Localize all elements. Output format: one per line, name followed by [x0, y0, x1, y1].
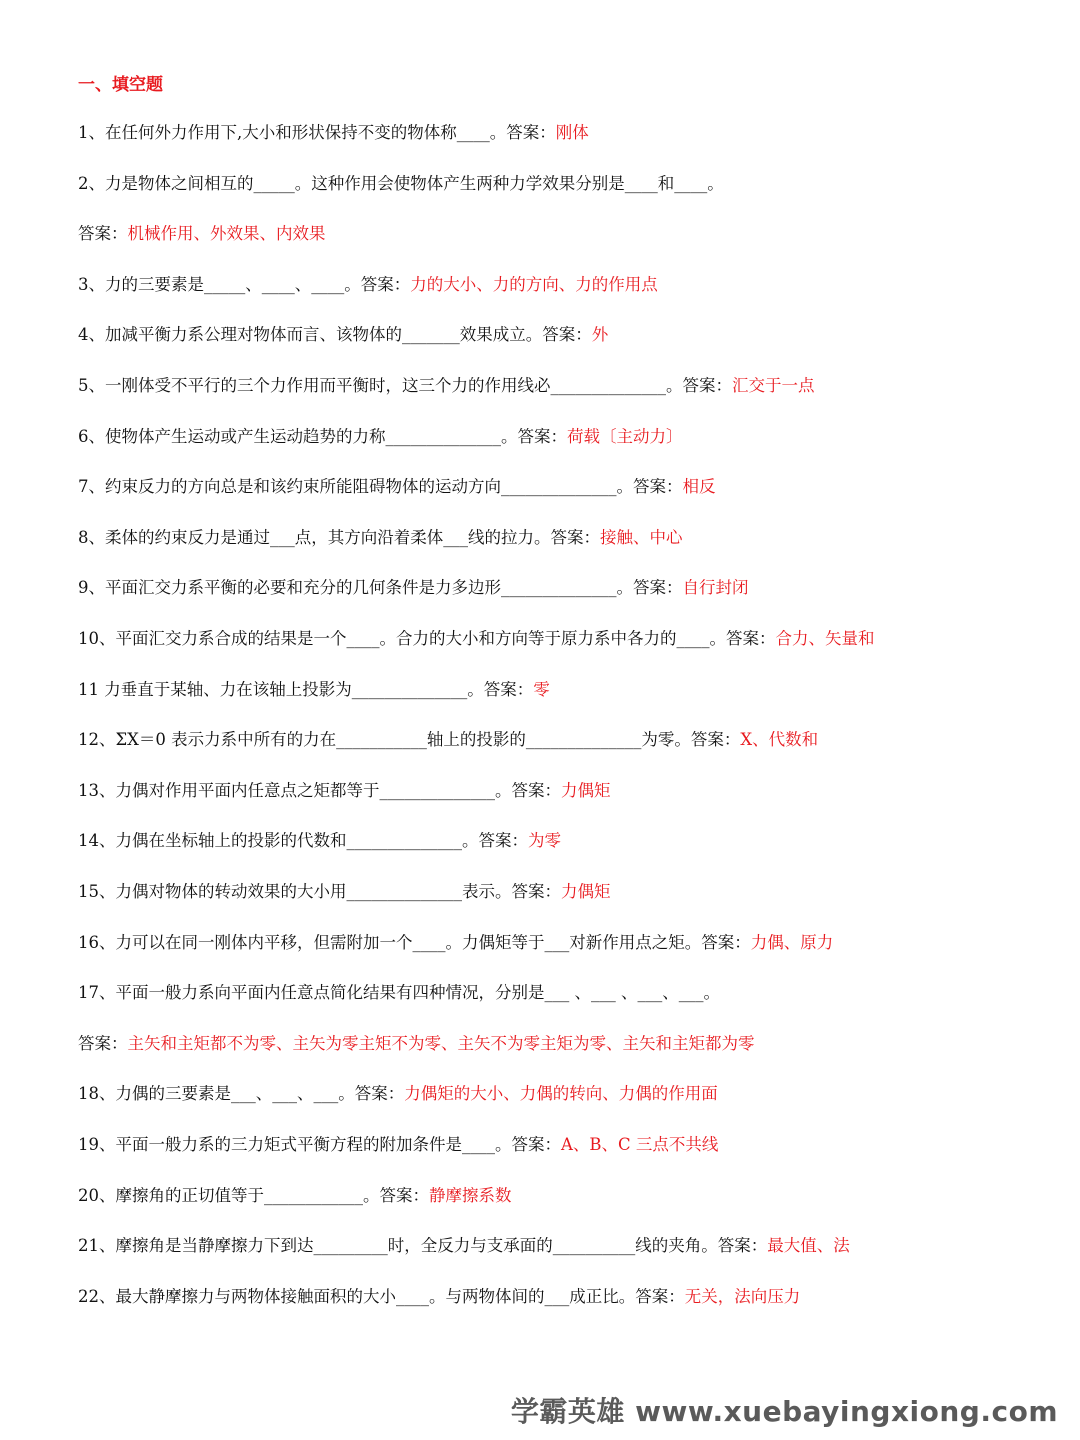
question-line: [78, 1283, 800, 1311]
question-text: 9、平面汇交力系平衡的必要和充分的几何条件是力多边形______________。答案：: [78, 578, 683, 598]
question-text: 2、力是物体之间相互的_____。这种作用会使物体产生两种力学效果分别是____和____。: [78, 173, 724, 193]
question-line: [78, 372, 815, 400]
question-line: [78, 676, 550, 704]
answer-text: 力偶矩: [561, 882, 611, 901]
section-title: 一、填空题: [78, 75, 163, 95]
question-text: 6、使物体产生运动或产生运动趋势的力称______________。答案：: [78, 426, 567, 446]
question-line: [78, 625, 875, 653]
question-line: [78, 1030, 755, 1058]
question-line: [78, 1131, 718, 1159]
question-line: [78, 726, 818, 754]
question-line: [78, 170, 724, 198]
answer-text: 接触、中心: [600, 527, 683, 547]
question-line: [78, 827, 561, 855]
answer-text: A、B、C 三点不共线: [561, 1135, 719, 1154]
answer-text: 最大值、法: [767, 1236, 850, 1256]
question-text: 7、约束反力的方向总是和该约束所能阻碍物体的运动方向______________。答案：: [78, 477, 683, 497]
answer-text: 力偶矩的大小、力偶的转向、力偶的作用面: [404, 1084, 718, 1104]
answer-text: X、代数和: [740, 730, 819, 750]
question-text: 18、力偶的三要素是___、___、___。答案：: [78, 1084, 405, 1104]
question-text: 14、力偶在坐标轴上的投影的代数和______________。答案：: [78, 831, 528, 851]
question-text: 12、ΣX＝0 表示力系中所有的力在___________轴上的投影的______________为零。答案：: [78, 730, 741, 750]
question-text: 16、力可以在同一刚体内平移，但需附加一个____。力偶矩等于___对新作用点之矩。答案：: [78, 932, 751, 952]
question-text: 15、力偶对物体的转动效果的大小用______________表示。答案：: [78, 882, 561, 901]
answer-text: 机械作用、外效果、内效果: [127, 224, 326, 244]
question-text: 19、平面一般力系的三力矩式平衡方程的附加条件是____。答案：: [78, 1135, 561, 1154]
answer-text: 零: [533, 679, 550, 699]
answer-text: 力的大小、力的方向、力的作用点: [410, 274, 658, 294]
question-text: 22、最大静摩擦力与两物体接触面积的大小____。与两物体间的___成正比。答案：: [78, 1286, 685, 1306]
question-text: 3、力的三要素是_____、____、____。答案：: [78, 274, 411, 294]
question-line: [78, 1182, 512, 1210]
question-text: 4、加减平衡力系公理对物体而言、该物体的_______效果成立。答案：: [78, 325, 592, 345]
question-line: [78, 979, 720, 1007]
answer-text: 力偶、原力: [750, 932, 834, 952]
site-watermark: 学霸英雄 www.xuebayingxiong.com: [510, 1395, 1058, 1428]
answer-text: 无关，法向压力: [684, 1286, 801, 1306]
question-line: [78, 119, 589, 147]
answer-text: 合力、矢量和: [775, 629, 875, 648]
answer-text: 外: [591, 325, 609, 345]
question-text: 13、力偶对作用平面内任意点之矩都等于______________。答案：: [78, 780, 561, 800]
answer-text: 相反: [682, 477, 716, 497]
question-line: [78, 929, 833, 957]
question-text: 答案：: [78, 224, 128, 244]
answer-text: 静摩擦系数: [429, 1185, 512, 1205]
question-line: [78, 574, 749, 602]
answer-text: 汇交于一点: [732, 376, 815, 395]
question-text: 5、一刚体受不平行的三个力作用而平衡时，这三个力的作用线必______________。答案：: [78, 376, 732, 395]
question-text: 17、平面一般力系向平面内任意点简化结果有四种情况，分别是___ 、___ 、___、___。: [78, 983, 720, 1003]
question-text: 10、平面汇交力系合成的结果是一个____。合力的大小和方向等于原力系中各力的____。答案：: [78, 629, 776, 648]
question-text: 8、柔体的约束反力是通过___点，其方向沿着柔体___线的拉力。答案：: [78, 527, 600, 547]
question-line: [78, 473, 716, 501]
question-text: 20、摩擦角的正切值等于____________。答案：: [78, 1185, 429, 1205]
answer-text: 主矢和主矩都不为零、主矢为零主矩不为零、主矢不为零主矩为零、主矢和主矩都为零: [127, 1033, 755, 1053]
question-line: [78, 1080, 718, 1108]
question-line: [78, 777, 611, 805]
answer-text: 力偶矩: [561, 780, 611, 800]
question-line: [78, 423, 683, 451]
question-line: [78, 321, 608, 349]
question-line: [78, 524, 683, 552]
question-text: 答案：: [78, 1033, 128, 1053]
answer-text: 荷载〔主动力〕: [567, 426, 683, 446]
question-text: 11 力垂直于某轴、力在该轴上投影为______________。答案：: [78, 679, 534, 699]
answer-text: 自行封闭: [682, 578, 749, 598]
answer-text: 刚体: [555, 123, 589, 142]
question-line: [78, 220, 326, 248]
question-line: [78, 878, 611, 906]
answer-text: 为零: [528, 831, 561, 851]
question-line: [78, 271, 658, 299]
question-text: 1、在任何外力作用下,大小和形状保持不变的物体称____。答案：: [78, 123, 556, 142]
question-text: 21、摩擦角是当静摩擦力下到达_________时，全反力与支承面的__________线的夹角。答案：: [78, 1236, 768, 1256]
question-line: [78, 1232, 850, 1260]
